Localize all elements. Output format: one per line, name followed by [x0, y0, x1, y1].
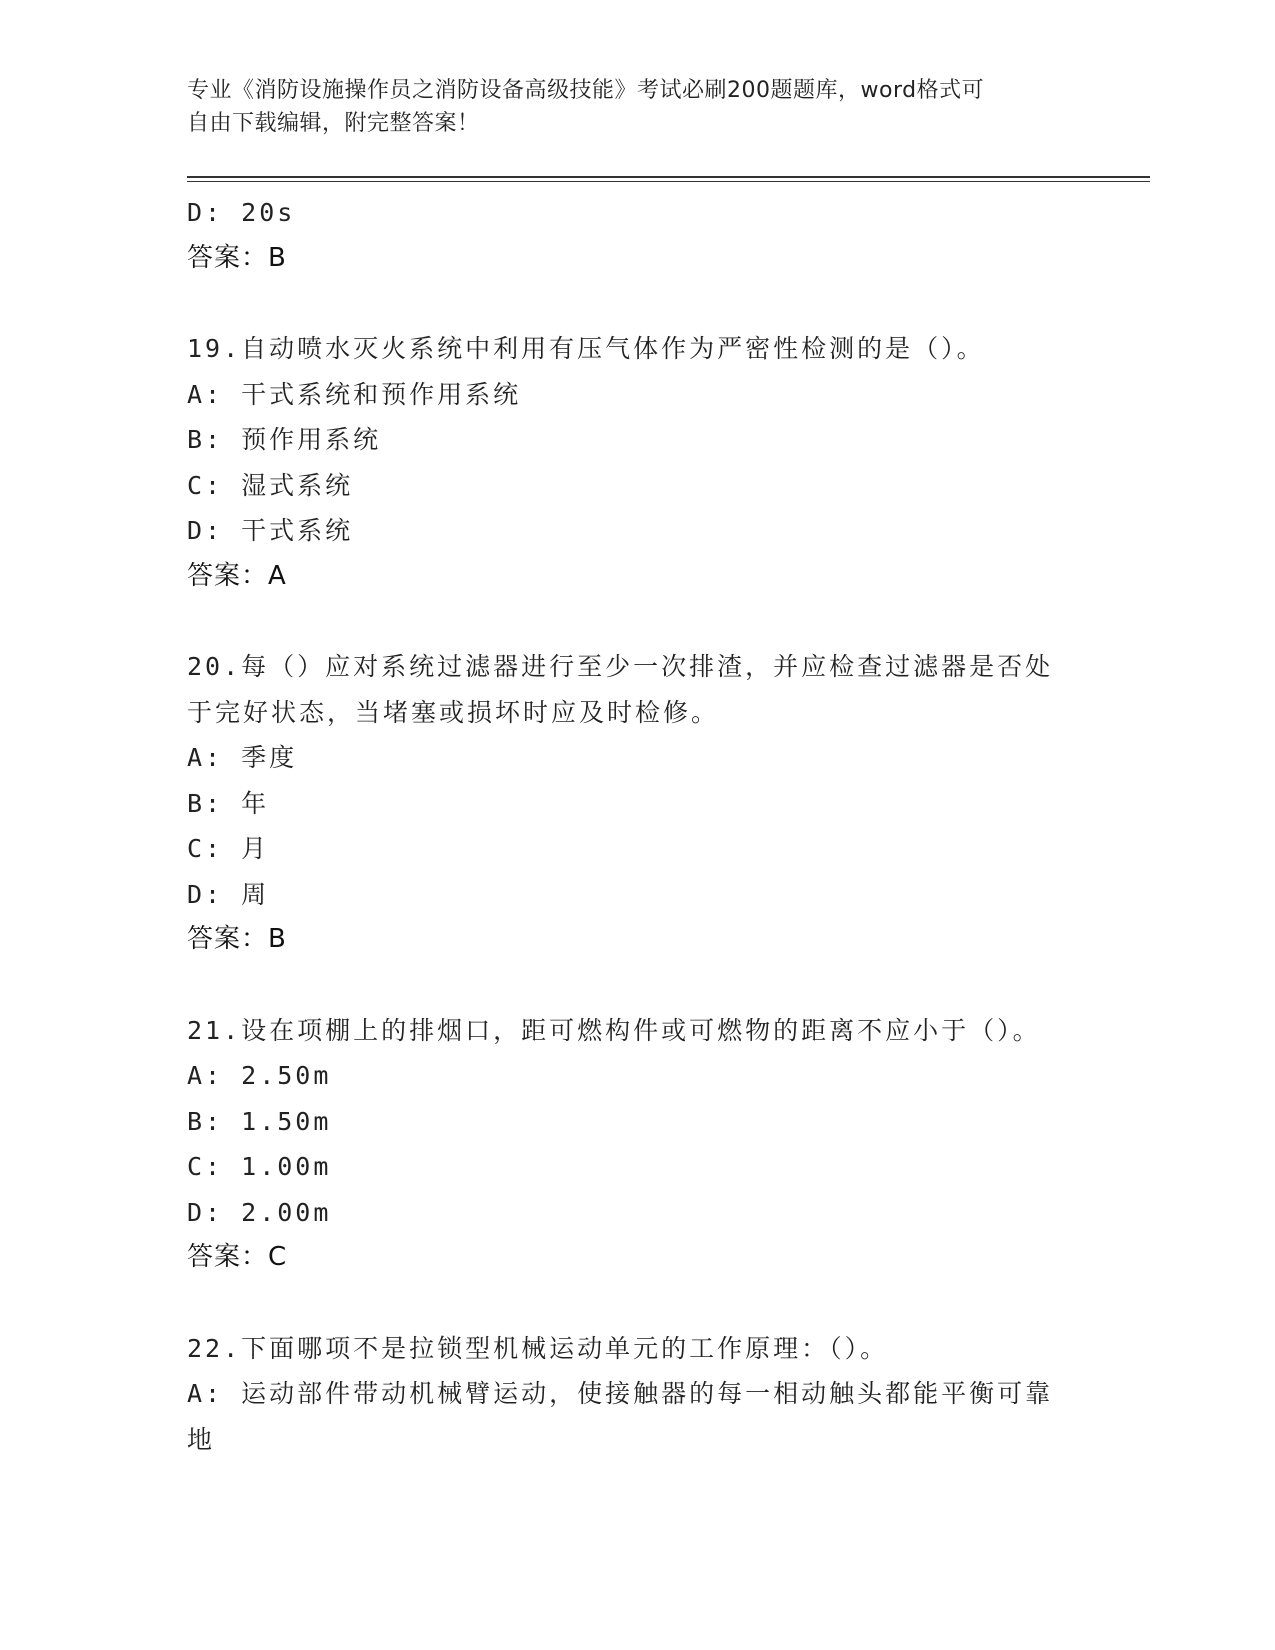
option-b: B: 1.50m — [187, 1106, 332, 1136]
spacer — [187, 599, 1087, 644]
option-a: A: 干式系统和预作用系统 — [187, 379, 522, 409]
option-d: D: 20s — [187, 198, 296, 227]
header-line-1: 专业《消防设施操作员之消防设备高级技能》考试必刷200题题库，word格式可 — [187, 78, 985, 103]
document-header — [187, 74, 1067, 140]
option-b: B: 预作用系统 — [187, 425, 382, 454]
question-22 — [187, 1326, 1087, 1463]
question-text: 20.每（）应对系统过滤器进行至少一次排渣，并应检查过滤器是否处 — [187, 652, 1054, 681]
option-d: D: 干式系统 — [187, 516, 354, 545]
option-d: D: 2.00m — [187, 1197, 332, 1227]
spacer — [187, 1281, 1087, 1326]
option-a-continued: 地 — [187, 1424, 216, 1454]
header-divider-thin — [187, 181, 1150, 182]
option-c: C: 1.00m — [187, 1152, 332, 1181]
answer-line: 答案：B — [187, 242, 287, 273]
option-c: C: 月 — [187, 834, 270, 863]
question-text-continued: 于完好状态，当堵塞或损坏时应及时检修。 — [187, 697, 720, 727]
question-text: 22.下面哪项不是拉锁型机械运动单元的工作原理：（）。 — [187, 1333, 889, 1363]
question-text: 21.设在项棚上的排烟口，距可燃构件或可燃物的距离不应小于（）。 — [187, 1015, 1041, 1045]
question-text: 19.自动喷水灭火系统中利用有压气体作为严密性检测的是（）。 — [187, 334, 985, 363]
option-a: A: 运动部件带动机械臂运动，使接触器的每一相动触头都能平衡可靠 — [187, 1379, 1054, 1408]
option-b: B: 年 — [187, 788, 270, 818]
spacer — [187, 281, 1087, 326]
option-c: C: 湿式系统 — [187, 470, 354, 500]
spacer — [187, 963, 1087, 1008]
question-21 — [187, 1008, 1087, 1281]
answer-line: 答案：C — [187, 1242, 288, 1272]
option-a: A: 2.50m — [187, 1061, 332, 1090]
header-divider-thick — [187, 176, 1150, 178]
header-line-2: 自由下载编辑，附完整答案！ — [187, 111, 480, 136]
option-d: D: 周 — [187, 879, 270, 909]
option-a: A: 季度 — [187, 743, 298, 772]
question-20 — [187, 644, 1087, 963]
question-list — [187, 190, 1087, 1462]
answer-line: 答案：B — [187, 924, 287, 954]
answer-line: 答案：A — [187, 560, 287, 591]
question-19 — [187, 326, 1087, 599]
